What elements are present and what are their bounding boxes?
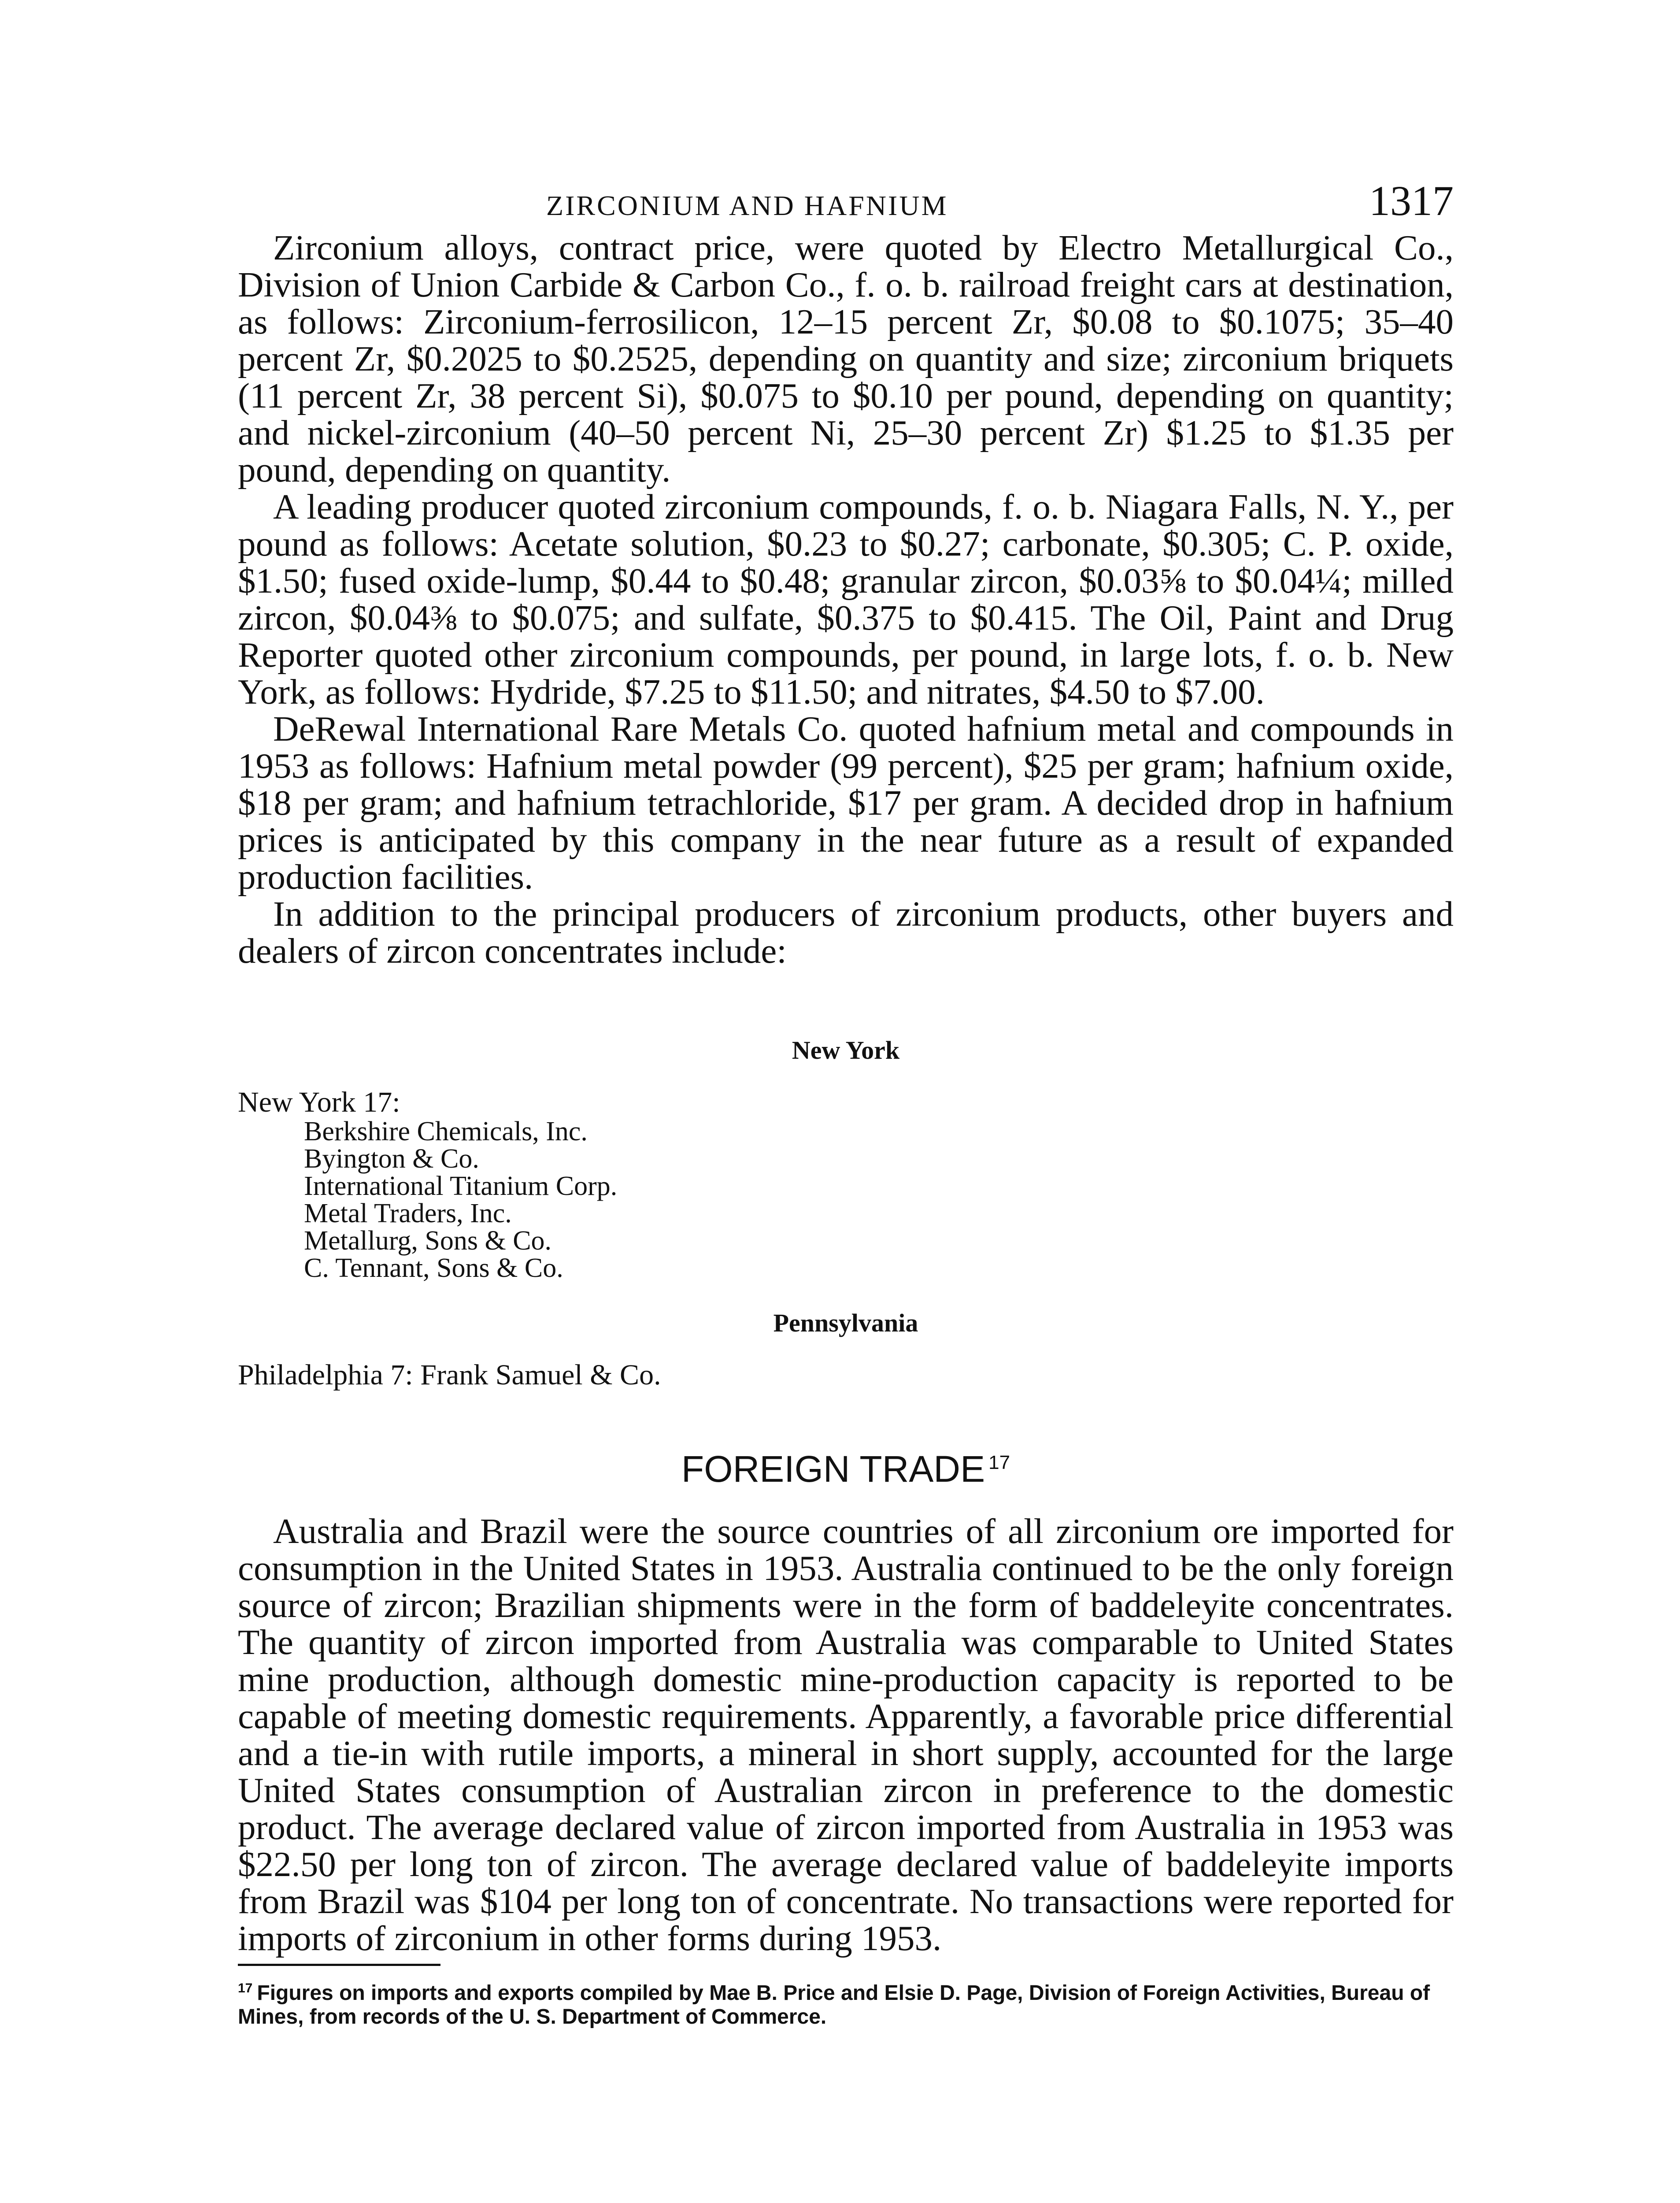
- city-new-york: New York 17:: [238, 1086, 400, 1118]
- section-title-text: FOREIGN TRADE: [681, 1448, 985, 1490]
- state-heading-pennsylvania: Pennsylvania: [773, 1309, 918, 1337]
- section-title-foreign-trade: [238, 1448, 1454, 1491]
- list-item: C. Tennant, Sons & Co.: [304, 1253, 563, 1283]
- footnote-marker: 17: [238, 1981, 253, 1995]
- page-number: 1317: [1369, 177, 1454, 224]
- paragraph-hafnium-prices: DeRewal International Rare Metals Co. quoted hafnium metal and compounds in 1953 as follows: Hafnium metal powder (99 percent), $25 per gram; hafnium oxide, $18 per gram; and hafnium tetrachloride, $17 per gram. A decided drop in hafnium prices is anticipated by this company in the near future as a result of expanded production facilities.: [238, 709, 1454, 897]
- paragraph-zirconium-compounds: A leading producer quoted zirconium compounds, f. o. b. Niagara Falls, N. Y., per pound as follows: Acetate solution, $0.23 to $0.27; carbonate, $0.305; C. P. oxide, $1.50; fused oxide-lump, $0.44 to $0.48; granular zircon, $0.03⅝ to $0.04¼; milled zircon, $0.04⅜ to $0.075; and sulfate, $0.375 to $0.415. The Oil, Paint and Drug Reporter quoted other zirconium compounds, per pound, in large lots, f. o. b. New York, as follows: Hydride, $7.25 to $11.50; and nitrates, $4.50 to $7.00.: [238, 487, 1454, 712]
- document-page: [238, 176, 1454, 2029]
- footnote-reference: 17: [988, 1452, 1010, 1473]
- dealer-entry-philadelphia: Philadelphia 7: Frank Samuel & Co.: [238, 1359, 661, 1391]
- paragraph-foreign-trade: Australia and Brazil were the source countries of all zirconium ore imported for consumption in the United States in 1953. Australia continued to be the only foreign source of zircon; Brazilian shipments were in the form of baddeleyite concentrates. The quantity of zircon imported from Australia was comparable to United States mine production, although domestic mine-production capacity is reported to be capable of meeting domestic requirements. Apparently, a favorable price differential and a tie-in with rutile imports, a mineral in short supply, accounted for the large United States consumption of Australian zircon in preference to the domestic product. The average declared value of zircon imported from Australia in 1953 was $22.50 per long ton of zircon. The average declared value of baddeleyite imports from Brazil was $104 per long ton of concentrate. No transactions were reported for imports of zirconium in other forms during 1953.: [238, 1511, 1454, 1958]
- list-item: Berkshire Chemicals, Inc.: [304, 1116, 588, 1146]
- page-header: [238, 176, 1454, 229]
- list-item: Byington & Co.: [304, 1144, 479, 1174]
- footnote-text: Figures on imports and exports compiled by Mae B. Price and Elsie D. Page, Division of Foreign Activities, Bureau of Mines, from records of the U. S. Department of Commerce.: [238, 1981, 1430, 2029]
- state-heading-new-york: New York: [792, 1036, 900, 1064]
- paragraph-zirconium-alloys: Zirconium alloys, contract price, were quoted by Electro Metallurgical Co., Division of Union Carbide & Carbon Co., f. o. b. railroad freight cars at destination, as follows: Zirconium-ferrosilicon, 12–15 percent Zr, $0.08 to $0.1075; 35–40 percent Zr, $0.2025 to $0.2525, depending on quantity and size; zirconium briquets (11 percent Zr, 38 percent Si), $0.075 to $0.10 per pound, depending on quantity; and nickel-zirconium (40–50 percent Ni, 25–30 percent Zr) $1.25 to $1.35 per pound, depending on quantity.: [238, 228, 1454, 490]
- dealer-list-new-york: [238, 1118, 1454, 1282]
- list-item: International Titanium Corp.: [304, 1171, 618, 1201]
- footnote-divider: [238, 1964, 440, 1966]
- running-title: ZIRCONIUM AND HAFNIUM: [546, 190, 948, 221]
- list-item: Metal Traders, Inc.: [304, 1198, 512, 1228]
- list-item: Metallurg, Sons & Co.: [304, 1226, 552, 1256]
- footnote: [238, 1977, 1454, 2029]
- paragraph-dealers-intro: In addition to the principal producers of zirconium products, other buyers and dealers of zircon concentrates include:: [238, 894, 1454, 971]
